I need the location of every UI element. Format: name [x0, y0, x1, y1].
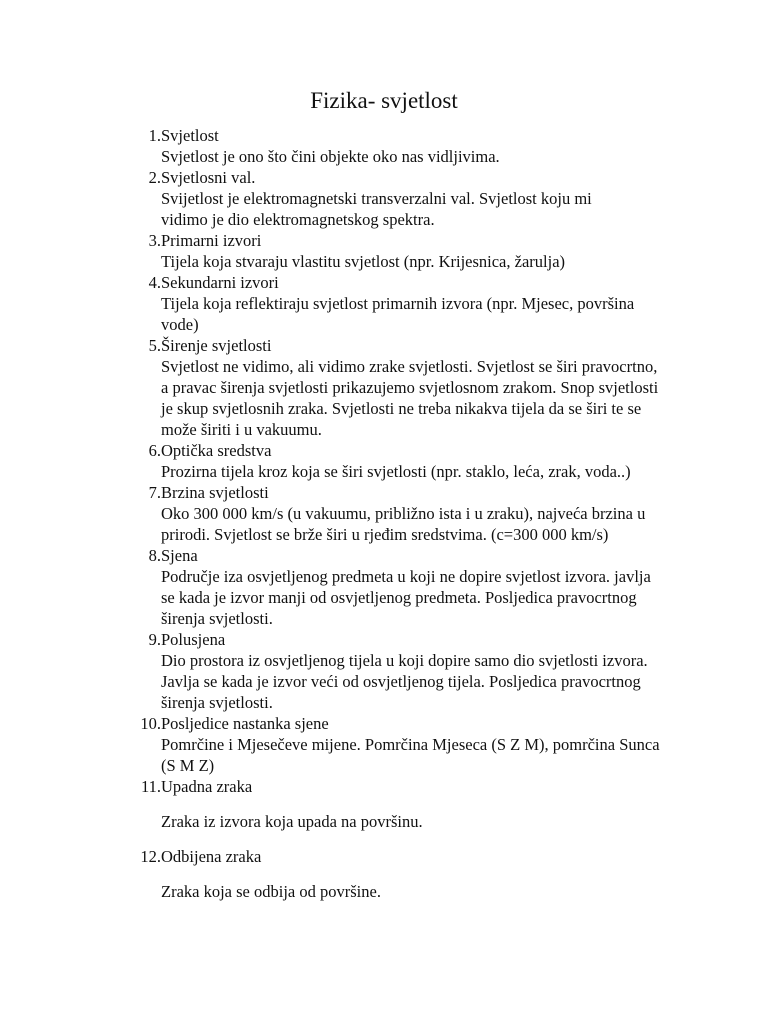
item-heading: Odbijena zraka	[161, 847, 262, 866]
item-heading: Sekundarni izvori	[161, 273, 279, 292]
item-text: Prozirna tijela kroz koja se širi svjetlosti (npr. staklo, leća, zrak, voda..)	[161, 462, 631, 481]
item-heading: Svjetlosni val.	[161, 168, 256, 187]
list-item	[134, 713, 694, 776]
item-heading: Svjetlost	[161, 126, 219, 145]
item-text: Dio prostora iz osvjetljenog tijela u koji dopire samo dio svjetlosti izvora. Javlja se kada je izvor veći od osvjetljenog tijela. Posljedica pravocrtnog širenja svjetlosti.	[161, 651, 648, 712]
item-text: Područje iza osvjetljenog predmeta u koji ne dopire svjetlost izvora. javlja se kada je izvor manji od osvjetljenog predmeta. Posljedica pravocrtnog širenja svjetlosti.	[161, 567, 651, 628]
item-heading: Primarni izvori	[161, 231, 262, 250]
item-number: 10.	[140, 714, 161, 733]
item-text: Svijetlost je elektromagnetski transverzalni val. Svjetlost koju mi vidimo je dio elektromagnetskog spektra.	[161, 189, 592, 229]
item-heading: Posljedice nastanka sjene	[161, 714, 329, 733]
item-text: Zraka koja se odbija od površine.	[161, 882, 381, 901]
list-item	[134, 167, 694, 230]
document-title: Fizika- svjetlost	[310, 88, 458, 113]
list-item	[134, 629, 694, 713]
item-heading: Sjena	[161, 546, 198, 565]
item-heading: Upadna zraka	[161, 777, 253, 796]
item-number: 1.	[148, 126, 161, 145]
list-item	[134, 272, 694, 335]
item-heading: Polusjena	[161, 630, 226, 649]
list-item	[134, 230, 694, 272]
item-number: 11.	[140, 777, 161, 796]
list-item	[134, 545, 694, 629]
list-item	[134, 125, 694, 167]
item-number: 12.	[140, 847, 161, 866]
item-text: Tijela koja reflektiraju svjetlost primarnih izvora (npr. Mjesec, površina vode)	[161, 294, 635, 334]
item-number: 7.	[148, 483, 161, 502]
list-item	[134, 440, 694, 482]
item-heading: Brzina svjetlosti	[161, 483, 269, 502]
item-text: Oko 300 000 km/s (u vakuumu, približno ista i u zraku), najveća brzina u prirodi. Svjetlost se brže širi u rjeđim sredstvima. (c=300 000 km/s)	[161, 504, 646, 544]
list-item	[134, 776, 694, 832]
item-text: Svjetlost ne vidimo, ali vidimo zrake svjetlosti. Svjetlost se širi pravocrtno, a pravac širenja svjetlosti prikazujemo svjetlosnom zrakom. Snop svjetlosti je skup svjetlosnih zraka. Svjetlosti ne treba nikakva tijela da se širi te se može širiti i u vakuumu.	[161, 357, 659, 439]
item-text: Pomrčine i Mjesečeve mijene. Pomrčina Mjeseca (S Z M), pomrčina Sunca (S M Z)	[161, 735, 660, 775]
item-number: 5.	[148, 336, 161, 355]
numbered-list	[134, 125, 694, 916]
list-item	[134, 335, 694, 440]
item-number: 8.	[148, 546, 161, 565]
item-number: 2.	[148, 168, 161, 187]
item-number: 4.	[148, 273, 161, 292]
list-item	[134, 846, 694, 902]
list-item	[134, 482, 694, 545]
item-heading: Optička sredstva	[161, 441, 272, 460]
item-number: 6.	[148, 441, 161, 460]
item-text: Svjetlost je ono što čini objekte oko nas vidljivima.	[161, 147, 500, 166]
item-text: Tijela koja stvaraju vlastitu svjetlost (npr. Krijesnica, žarulja)	[161, 252, 566, 271]
item-heading: Širenje svjetlosti	[161, 336, 272, 355]
item-number: 9.	[148, 630, 161, 649]
item-number: 3.	[148, 231, 161, 250]
item-text: Zraka iz izvora koja upada na površinu.	[161, 812, 423, 831]
